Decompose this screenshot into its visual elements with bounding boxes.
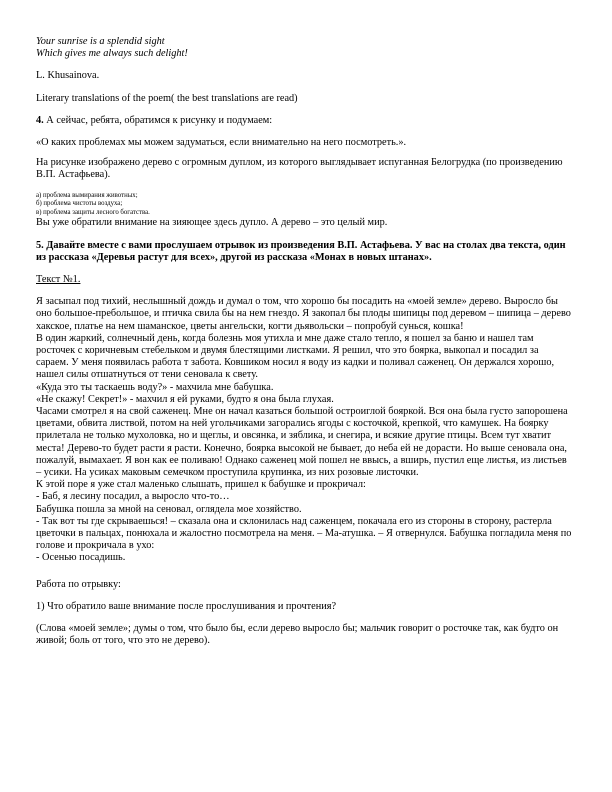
section-4-picture-description: На рисунке изображено дерево с огромным дуплом, из которого выглядывает испуганная Белогрудка (по произведению В.П. Астафьева).	[36, 157, 563, 181]
story-paragraph: - Баб, я лесину посадил, а выросло что-то…	[36, 491, 230, 503]
story-paragraph: - Осенью посадишь.	[36, 552, 126, 564]
poem-line-2: Which gives me always such delight!	[36, 48, 188, 60]
section-4-text: А сейчас, ребята, обратимся к рисунку и подумаем:	[43, 114, 273, 126]
answer-1: (Слова «моей земле»; думы о том, что было бы, если дерево выросло бы; мальчик говорит о росточке так, как будто он живой; боль от того, что это не дерево).	[36, 623, 559, 647]
section-5-text: Давайте вместе с вами прослушаем отрывок из произведения В.П. Астафьева. У вас на столах два текста, один из рассказа «Деревья растут для всех», другой из рассказа «Монах в новых штанах».	[36, 239, 566, 263]
story-paragraph: - Так вот ты где скрываешься! – сказала она и склонилась над саженцем, покачала его из стороны в сторону, растерла цветочки в пальцах, понюхала и жалостно посмотрела на меня. – Ма-атушка. – Я отвернулся. Бабушка погладила меня по голове и прокричала в ухо:	[36, 515, 572, 552]
question-1: 1) Что обратило ваше внимание после прослушивания и прочтения?	[36, 600, 337, 612]
story-text	[36, 296, 572, 564]
work-title: Работа по отрывку:	[36, 578, 121, 590]
story-paragraph: Часами смотрел я на свой саженец. Мне он начал казаться большой остроиглой бояркой. Вся она была густо запорошена цветами, обвита листвой, потом на ней угольчиками загорались ягоды с косточкой, крепкой, что камушек. На боярку прилетала не только мухоловка, но и щеглы, и овсянка, и зяблика, и снегира, и всякие другие птицы. Всем тут хватит места! Дерево-то будет расти я расти. Конечно, боярка высокой не бывает, до неба ей не дорасти. Но выше сеновала она, пожалуй, вымахает. Я вон как ее поливаю! Однако саженец мой пошел не ввысь, а вширь, пустил еще листья, из листьев – усики. На усиках маковым семечком проступила крупинка, из них розовые листочки.	[36, 406, 568, 479]
poem-author: L. Khusainova.	[36, 70, 100, 82]
problem-item: а) проблема вымирания животных;	[36, 191, 138, 199]
story-paragraph: Бабушка пошла за мной на сеновал, оглядела мое хозяйство.	[36, 503, 302, 515]
literary-translations-note: Literary translations of the poem( the best translations are read)	[36, 92, 298, 104]
problem-item: б) проблема чистоты воздуха;	[36, 200, 123, 208]
story-paragraph: «Не скажу! Секрет!» - махчил я ей руками, будто я она была глухая.	[36, 393, 334, 405]
section-4-heading	[36, 115, 572, 127]
text-1-heading: Текст №1.	[36, 274, 81, 286]
problems-list	[36, 192, 572, 218]
section-4-quote: «О каких проблемах мы можем задуматься, если внимательно на него посмотреть.».	[36, 137, 407, 149]
story-paragraph: «Куда это ты таскаешь воду?» - махчила мне бабушка.	[36, 381, 274, 393]
section-4-conclusion: Вы уже обратили внимание на зияющее здесь дупло. А дерево – это целый мир.	[36, 217, 388, 229]
problem-item: в) проблема защиты лесного богатства.	[36, 208, 150, 216]
section-4-number: 4.	[36, 114, 44, 126]
poem-line-1: Your sunrise is a splendid sight	[36, 36, 165, 47]
story-paragraph: В один жаркий, солнечный день, когда болезнь моя утихла и мне даже стало тепло, я пошел за баню и нашел там росточек с коричневым стебельком и двумя блестящими листками. Я решил, что это боярка, выкопал и посадил за сараем. У меня появилась работа т забота. Ковшиком носил я воду из кадки и поливал саженец. Он держался хорошо, нашел силы отшатнуться от тени сеновала к свету.	[36, 332, 555, 381]
story-paragraph: К этой поре я уже стал маленько слышать, пришел к бабушке и прокричал:	[36, 479, 366, 491]
section-5-heading	[36, 240, 572, 264]
section-5-number: 5.	[36, 239, 44, 251]
story-paragraph: Я засыпал под тихий, неслышный дождь и думал о том, что хорошо бы посадить на «моей земле» дерево. Выросло бы оно большое-пребольшое, и птичка свила бы на нем гнездо. Я закопал бы плоды шипицы под деревом – шипица – дерево хакское, платье на нем шаманское, цветы ангельски, когти дьявольски – попробуй сунься, кошка!	[36, 296, 571, 332]
